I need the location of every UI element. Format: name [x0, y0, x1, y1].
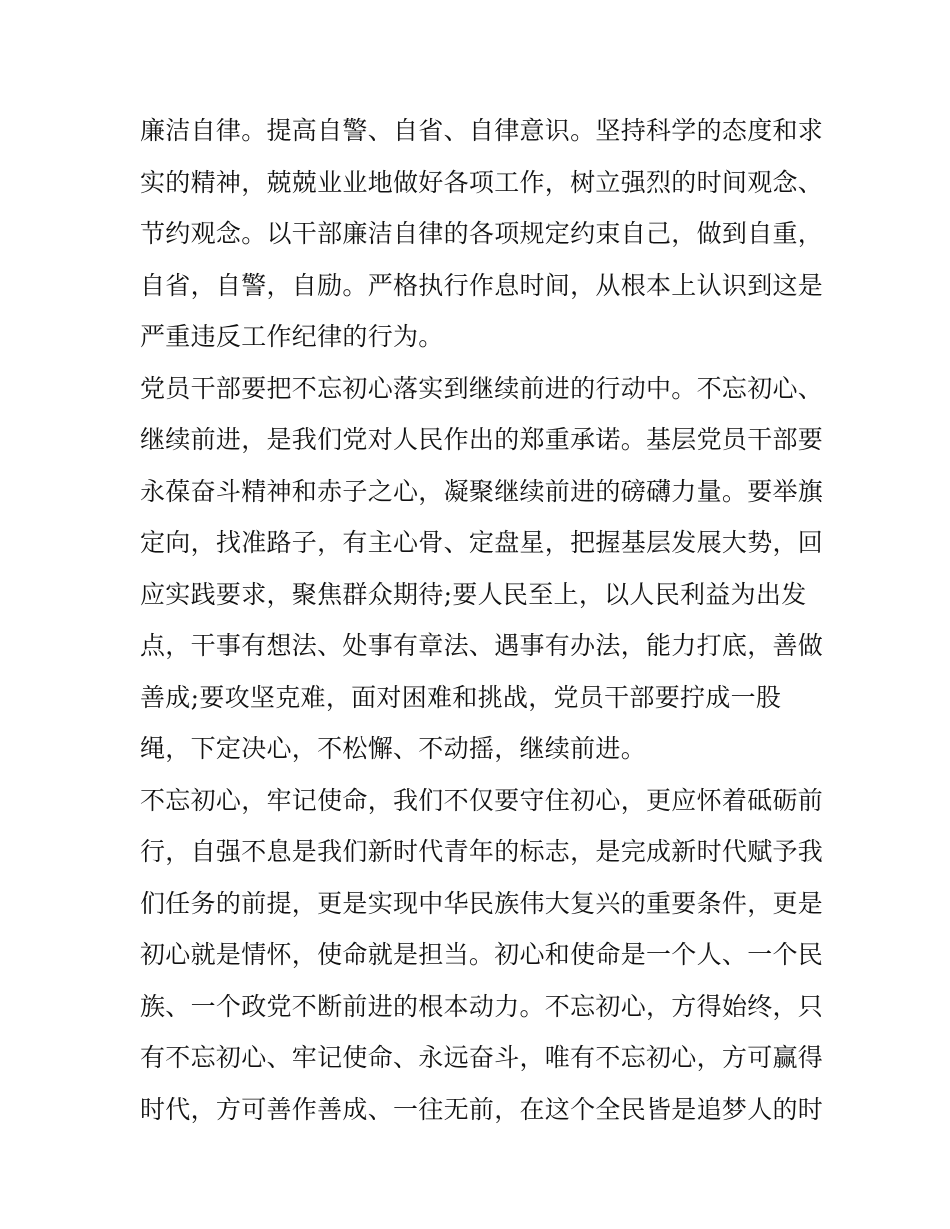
text-line: 自省，自警，自励。严格执行作息时间，从根本上认识到这是 — [140, 270, 824, 300]
text-line: 初心就是情怀，使命就是担当。初心和使命是一个人、一个民 — [140, 940, 824, 969]
text-line: 节约观念。以干部廉洁自律的各项规定约束自己，做到自重， — [140, 219, 824, 248]
text-line: 继续前进，是我们党对人民作出的郑重承诺。基层党员干部要 — [140, 425, 824, 454]
text-line: 严重违反工作纪律的行为。 — [140, 322, 444, 351]
text-line: 实的精神，兢兢业业地做好各项工作，树立强烈的时间观念、 — [140, 167, 824, 197]
text-line: 应实践要求，聚焦群众期待;要人民至上，以人民利益为出发 — [140, 579, 807, 609]
text-line: 党员干部要把不忘初心落实到继续前进的行动中。不忘初心、 — [140, 373, 824, 403]
text-line: 廉洁自律。提高自警、自省、自律意识。坚持科学的态度和求 — [140, 116, 824, 145]
text-line: 绳，下定决心，不松懈、不动摇，继续前进。 — [140, 734, 647, 763]
body-text — [140, 105, 824, 1135]
text-line: 们任务的前提，更是实现中华民族伟大复兴的重要条件，更是 — [140, 888, 824, 918]
text-line: 行，自强不息是我们新时代青年的标志，是完成新时代赋予我 — [140, 837, 824, 866]
text-line: 善成;要攻坚克难，面对困难和挑战，党员干部要拧成一股 — [140, 682, 782, 712]
text-line: 时代，方可善作善成、一往无前，在这个全民皆是追梦人的时 — [140, 1094, 824, 1124]
text-line: 定向，找准路子，有主心骨、定盘星，把握基层发展大势，回 — [140, 528, 824, 557]
text-line: 不忘初心，牢记使命，我们不仅要守住初心，更应怀着砥砺前 — [140, 785, 824, 815]
text-line: 永葆奋斗精神和赤子之心，凝聚继续前进的磅礴力量。要举旗 — [140, 476, 824, 506]
text-line: 有不忘初心、牢记使命、永远奋斗，唯有不忘初心，方可赢得 — [140, 1043, 824, 1072]
text-line: 族、一个政党不断前进的根本动力。不忘初心，方得始终，只 — [140, 991, 824, 1021]
text-line: 点，干事有想法、处事有章法、遇事有办法，能力打底，善做 — [140, 631, 824, 660]
